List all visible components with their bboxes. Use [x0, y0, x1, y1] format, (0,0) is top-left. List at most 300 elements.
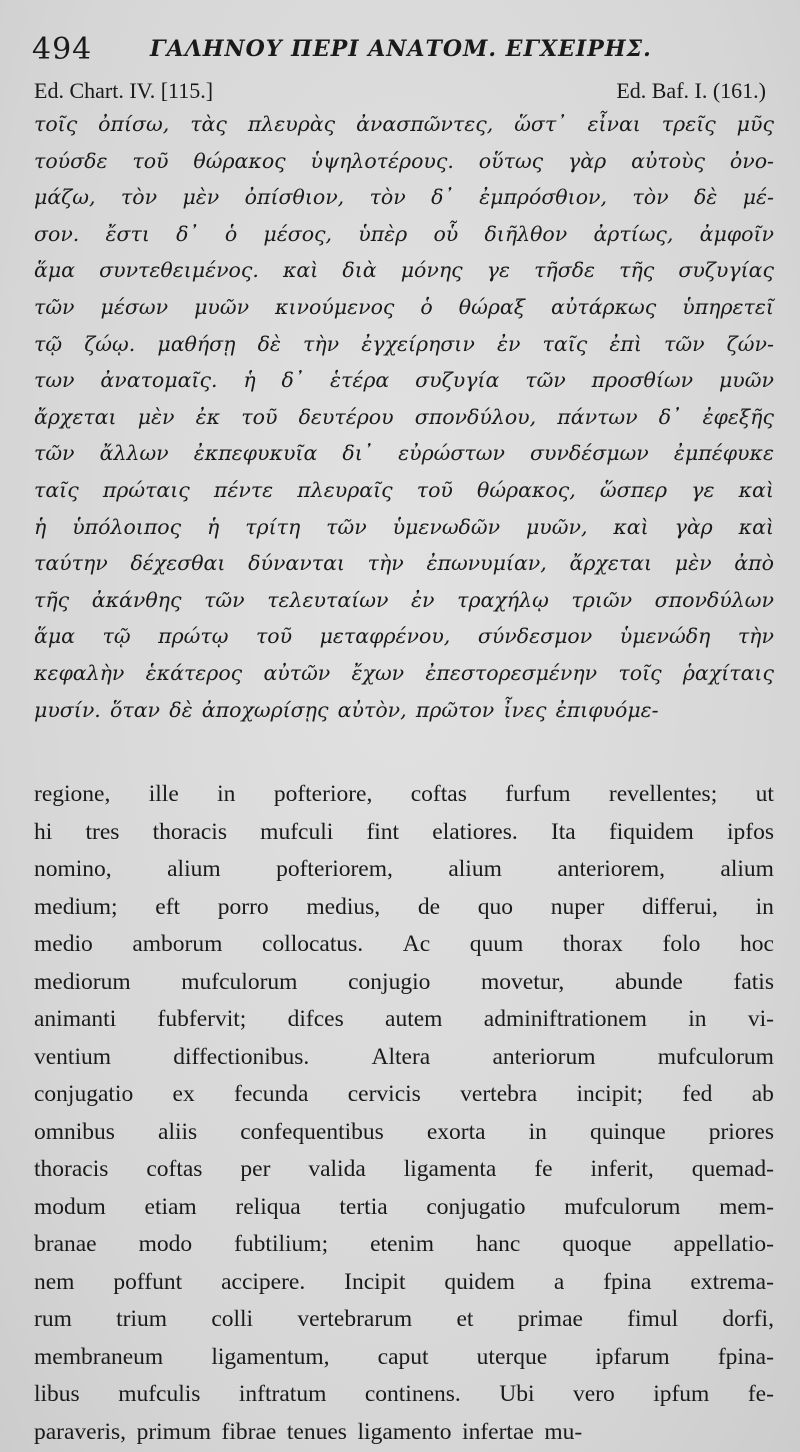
- word: diffectionibus.: [173, 1043, 310, 1070]
- word: fe: [534, 1156, 553, 1182]
- word: ὑμενώδη: [619, 624, 711, 649]
- word: ἀπὸ: [734, 551, 774, 576]
- word: ἀκάνθης: [91, 587, 182, 612]
- word: quinque: [589, 1118, 666, 1145]
- word: ἀρτίως,: [593, 221, 674, 246]
- word: per: [240, 1156, 271, 1182]
- word: ἡ: [243, 368, 256, 393]
- word: etenim: [370, 1231, 435, 1257]
- word: ἐκπεφυκυῖα: [193, 441, 318, 466]
- word: καὶ: [613, 514, 649, 539]
- word: autem: [385, 1006, 443, 1032]
- word: alium: [167, 856, 221, 882]
- word: καὶ: [738, 477, 774, 502]
- greek-text-line: [34, 143, 774, 180]
- word: πρῶτον: [415, 697, 495, 722]
- word: vero: [572, 1381, 615, 1407]
- word: elatiores.: [432, 818, 518, 845]
- latin-text-line: [34, 1189, 774, 1227]
- word: et: [456, 1306, 474, 1332]
- word: δευτέρου: [298, 404, 394, 429]
- greek-text-line: [34, 179, 774, 216]
- word: confequentibus: [240, 1118, 384, 1145]
- word: ὀπίσω,: [98, 112, 170, 136]
- word: anteriorum: [492, 1043, 596, 1070]
- word: μὲν: [674, 551, 712, 576]
- word: καὶ: [738, 514, 774, 539]
- word: συντεθειμένος.: [99, 258, 259, 283]
- word: ὑπὲρ: [358, 221, 408, 246]
- word: πλευραῖς: [297, 477, 393, 502]
- word: difces: [287, 1006, 344, 1032]
- word: αὐτῶν: [263, 660, 331, 685]
- word: ille: [148, 781, 179, 807]
- word: ipfos: [726, 818, 774, 845]
- word: amborum: [132, 931, 223, 957]
- word: τοῦ: [241, 404, 278, 429]
- greek-text-line: [34, 399, 774, 436]
- latin-text-line: [34, 1039, 774, 1077]
- word: modum: [34, 1193, 106, 1220]
- word: ῥαχίταις: [682, 660, 774, 685]
- latin-text-line: [34, 926, 774, 964]
- word: hi: [34, 818, 53, 845]
- word: ὅταν: [110, 697, 161, 722]
- word: continens.: [364, 1381, 461, 1407]
- word: τῶν: [525, 368, 566, 393]
- word: valida: [308, 1156, 366, 1182]
- word: ὥστ᾽: [514, 112, 567, 136]
- latin-text-line: [34, 1414, 774, 1452]
- word: quemad-: [691, 1156, 774, 1182]
- running-title: ΓΑΛΗΝΟΥ ΠΕΡΙ ΑΝΑΤΟΜ. ΕΓΧΕΙΡΗΣ.: [150, 36, 652, 62]
- word: abunde: [614, 968, 683, 995]
- word: ἔστι: [105, 221, 150, 246]
- word: folo: [662, 931, 701, 957]
- word: τὸν: [369, 185, 406, 210]
- word: ζώῳ.: [84, 331, 136, 356]
- word: ipfarum: [595, 1343, 670, 1370]
- word: τῆσδε: [534, 258, 596, 283]
- word: mem-: [719, 1193, 774, 1220]
- word: branae: [34, 1231, 97, 1257]
- word: τῷ: [102, 624, 131, 649]
- word: τὰς: [190, 112, 227, 136]
- word: ἐν: [411, 587, 435, 612]
- word: ex: [172, 1081, 195, 1107]
- word: coftas: [146, 1156, 203, 1182]
- word: reliqua: [235, 1193, 301, 1220]
- word: quidem: [444, 1268, 515, 1295]
- word: τοῦ: [132, 148, 169, 173]
- word: mufculis: [118, 1381, 201, 1407]
- word: fpina-: [717, 1343, 774, 1370]
- word: ὑπηρετεῖ: [682, 294, 774, 319]
- greek-text-line: [34, 435, 774, 472]
- word: in: [755, 893, 774, 920]
- word: in: [217, 781, 236, 807]
- word: collocatus.: [262, 931, 364, 957]
- word: ταῖς: [34, 477, 79, 502]
- word: ἶνες: [503, 697, 547, 722]
- word: ὑπόλοιπος: [72, 514, 182, 539]
- greek-text-block: [34, 106, 774, 728]
- word: τῶν: [326, 514, 367, 539]
- word: εὐρώστων: [398, 441, 505, 466]
- word: hanc: [475, 1231, 521, 1257]
- word: de: [417, 893, 441, 920]
- word: μέσος,: [263, 221, 333, 246]
- word: τῷ: [34, 331, 63, 356]
- word: dorfi,: [722, 1306, 774, 1332]
- word: Altera: [371, 1043, 431, 1070]
- word: θώραξ: [458, 294, 526, 319]
- word: hoc: [739, 931, 774, 957]
- latin-text-line: [34, 1339, 774, 1377]
- word: ἐμπρόσθιον,: [479, 185, 608, 210]
- greek-text-line: [34, 582, 774, 619]
- word: fubfervit;: [157, 1006, 247, 1032]
- word: μυῶν: [718, 368, 774, 393]
- word: differui,: [642, 893, 718, 920]
- word: διῆλθον: [484, 221, 568, 246]
- greek-text-line: [34, 472, 774, 509]
- word: cervicis: [347, 1081, 421, 1107]
- word: τελευταίων: [267, 587, 389, 612]
- word: ἑτέρα: [330, 368, 390, 393]
- word: δ᾽: [176, 221, 199, 246]
- word: τρίτη: [245, 514, 301, 539]
- word: πλευρὰς: [247, 112, 336, 136]
- latin-text-line: [34, 889, 774, 927]
- word: caput: [377, 1343, 429, 1370]
- word: conjugatio: [426, 1193, 526, 1220]
- word: in: [688, 1006, 707, 1032]
- word: infertae: [462, 1418, 534, 1445]
- word: τὴν: [367, 551, 404, 576]
- word: ζών-: [726, 331, 774, 356]
- word: τῶν: [204, 587, 245, 612]
- edition-reference-line: [34, 78, 766, 106]
- word: ὁ: [224, 221, 238, 246]
- word: pofteriorem,: [276, 856, 393, 882]
- word: τῶν: [664, 331, 705, 356]
- greek-text-line: [34, 509, 774, 546]
- edition-reference-basel: Ed. Baf. I. (161.): [616, 78, 766, 103]
- latin-text-line: [34, 1114, 774, 1152]
- word: προσθίων: [591, 368, 694, 393]
- word: mufculorum: [657, 1043, 774, 1070]
- word: τῆς: [34, 587, 70, 612]
- word: vertebra: [460, 1081, 538, 1107]
- word: μόνης: [400, 258, 463, 283]
- word: μὲν: [182, 185, 220, 210]
- word: τῆς: [619, 258, 655, 283]
- word: animanti: [34, 1006, 117, 1032]
- greek-text-line: [34, 655, 774, 692]
- word: eft: [155, 893, 181, 920]
- word: quum: [469, 931, 524, 957]
- word: mufculorum: [564, 1193, 681, 1220]
- word: μυῶν,: [525, 514, 588, 539]
- word: pofteriore,: [273, 781, 373, 807]
- word: a: [553, 1268, 565, 1295]
- greek-text-line: [34, 692, 774, 729]
- word: nem: [34, 1268, 75, 1295]
- word: accipere.: [221, 1268, 306, 1295]
- word: ἡ: [207, 514, 220, 539]
- word: ἀνατομαῖς.: [100, 368, 218, 393]
- word: καὶ: [282, 258, 319, 283]
- word: medium;: [34, 893, 118, 920]
- word: θώρακος: [193, 148, 286, 173]
- word: ab: [751, 1081, 774, 1107]
- word: mu-: [544, 1418, 583, 1445]
- word: quo: [477, 893, 514, 920]
- word: ἐκ: [195, 404, 221, 429]
- word: Ita: [550, 818, 576, 845]
- word: fibrae: [221, 1418, 277, 1445]
- word: membraneum: [34, 1343, 164, 1370]
- word: τοῦ: [416, 477, 453, 502]
- word: coftas: [410, 781, 467, 807]
- word: nuper: [550, 893, 605, 920]
- word: ἐγχείρησιν: [361, 331, 475, 356]
- word: ἀμφοῖν: [699, 221, 774, 246]
- word: ὀνο-: [729, 148, 774, 173]
- word: ἐπὶ: [609, 331, 642, 356]
- word: primum: [136, 1418, 211, 1445]
- word: ut: [755, 781, 774, 807]
- word: rum: [34, 1306, 72, 1332]
- word: μέ-: [742, 185, 774, 210]
- word: alium: [720, 856, 774, 882]
- word: modo: [138, 1231, 193, 1257]
- word: Ac: [402, 931, 431, 957]
- latin-text-line: [34, 851, 774, 889]
- page-number: 494: [32, 32, 93, 67]
- word: σύνδεσμον: [477, 624, 593, 649]
- word: appellatio-: [673, 1231, 774, 1257]
- word: δ᾽: [281, 368, 305, 393]
- word: μὲν: [137, 404, 175, 429]
- word: ἄρχεται: [34, 404, 117, 429]
- word: τοῦ: [255, 624, 293, 649]
- latin-text-line: [34, 1151, 774, 1189]
- latin-text-line: [34, 1301, 774, 1339]
- word: libus: [34, 1381, 80, 1407]
- word: regione,: [34, 781, 111, 807]
- word: uterque: [476, 1343, 548, 1370]
- word: ἐμπέφυκε: [673, 441, 774, 466]
- greek-text-line: [34, 106, 774, 143]
- word: των: [34, 368, 75, 393]
- page-header: [32, 30, 772, 66]
- word: etiam: [144, 1193, 197, 1220]
- word: σπονδύλου,: [414, 404, 537, 429]
- word: κεφαλὴν: [34, 660, 125, 685]
- word: medio: [34, 931, 93, 957]
- word: πάντων: [557, 404, 638, 429]
- word: αὐτὸν,: [337, 697, 407, 722]
- word: in: [528, 1118, 547, 1145]
- word: θώρακος,: [477, 477, 576, 502]
- word: τούσδε: [34, 148, 108, 173]
- word: οὗ: [433, 221, 459, 246]
- word: mediorum: [34, 968, 131, 995]
- word: ventium: [34, 1043, 112, 1070]
- word: trium: [116, 1306, 168, 1332]
- word: anteriorem,: [557, 856, 665, 882]
- word: τριῶν: [571, 587, 633, 612]
- word: τὴν: [737, 624, 774, 649]
- word: ἑκάτερος: [145, 660, 243, 685]
- word: quoque: [562, 1231, 632, 1257]
- word: γε: [486, 258, 510, 283]
- word: porro: [217, 893, 269, 920]
- latin-text-line: [34, 776, 774, 814]
- word: ἐφεξῆς: [702, 404, 774, 429]
- greek-text-line: [34, 216, 774, 253]
- word: ἄρχεται: [569, 551, 653, 576]
- word: ἔχων: [351, 660, 405, 685]
- word: τῶν: [34, 294, 75, 319]
- word: paraveris,: [34, 1418, 126, 1445]
- latin-text-line: [34, 1076, 774, 1114]
- latin-text-line: [34, 1376, 774, 1414]
- word: conjugio: [348, 968, 431, 995]
- greek-text-line: [34, 289, 774, 326]
- word: mufculi: [260, 818, 334, 845]
- word: alium: [448, 856, 502, 882]
- greek-text-line: [34, 326, 774, 363]
- word: omnibus: [34, 1118, 115, 1145]
- word: αὐτοὺς: [631, 148, 706, 173]
- word: thoracis: [152, 818, 227, 845]
- word: οὕτως: [478, 148, 544, 173]
- word: inftratum: [238, 1381, 327, 1407]
- latin-text-block: [34, 776, 774, 1451]
- word: τῶν: [34, 441, 75, 466]
- word: διὰ: [342, 258, 377, 283]
- word: συζυγίας: [678, 258, 774, 283]
- word: μυσίν.: [34, 697, 101, 722]
- word: πέντε: [213, 477, 274, 502]
- latin-text-line: [34, 1264, 774, 1302]
- word: colli: [211, 1306, 254, 1332]
- latin-text-line: [34, 1001, 774, 1039]
- word: κινούμενος: [275, 294, 395, 319]
- word: δὲ: [257, 331, 281, 356]
- word: ταύτην: [34, 551, 108, 576]
- word: fecunda: [234, 1081, 309, 1107]
- word: μάζω,: [34, 185, 96, 210]
- word: Incipit: [344, 1268, 406, 1295]
- word: ligamenta: [403, 1156, 497, 1182]
- word: δέχεσθαι: [130, 551, 226, 576]
- word: πρώτῳ: [158, 624, 229, 649]
- greek-text-line: [34, 545, 774, 582]
- word: fe-: [747, 1381, 774, 1407]
- word: primae: [517, 1306, 583, 1332]
- word: γε: [691, 477, 715, 502]
- word: τὸν: [632, 185, 669, 210]
- word: tenues: [286, 1418, 347, 1445]
- word: exorta: [426, 1118, 486, 1145]
- word: fpina: [603, 1268, 652, 1295]
- word: fed: [682, 1081, 713, 1107]
- latin-text-line: [34, 964, 774, 1002]
- word: aliis: [158, 1118, 198, 1145]
- word: ὁ: [420, 294, 433, 319]
- word: fiquidem: [608, 818, 694, 845]
- word: Ubi: [499, 1381, 535, 1407]
- word: ὑψηλοτέρους.: [310, 148, 454, 173]
- word: συνδέσμων: [530, 441, 649, 466]
- word: ἐν: [496, 331, 521, 356]
- word: ipfum: [653, 1381, 710, 1407]
- word: adminiftrationem: [483, 1006, 647, 1032]
- word: mufculorum: [181, 968, 298, 995]
- word: τοῖς: [618, 660, 662, 685]
- word: fimul: [627, 1306, 679, 1332]
- word: conjugatio: [34, 1081, 134, 1107]
- word: δ᾽: [431, 185, 454, 210]
- word: priores: [708, 1118, 774, 1145]
- greek-text-line: [34, 618, 774, 655]
- word: εἶναι: [587, 112, 641, 136]
- word: σον.: [34, 221, 80, 246]
- word: τραχήλῳ: [457, 587, 549, 612]
- word: μέσων: [100, 294, 169, 319]
- word: ἅμα: [34, 624, 76, 649]
- word: inferit,: [590, 1156, 654, 1182]
- word: πρώταις: [102, 477, 190, 502]
- word: τρεῖς: [661, 112, 716, 136]
- word: μαθήσῃ: [157, 331, 236, 356]
- word: συζυγία: [415, 368, 500, 393]
- word: δι᾽: [342, 441, 374, 466]
- latin-text-line: [34, 1226, 774, 1264]
- word: ἅμα: [34, 258, 76, 283]
- word: τὴν: [303, 331, 340, 356]
- edition-reference-chartier: Ed. Chart. IV. [115.]: [34, 78, 214, 103]
- word: movetur,: [481, 968, 565, 995]
- word: ligamento: [357, 1418, 452, 1445]
- word: τὸν: [120, 185, 158, 210]
- word: ἐπιφυόμε-: [555, 697, 659, 722]
- word: medius,: [306, 893, 381, 920]
- word: fint: [366, 818, 400, 845]
- word: thoracis: [34, 1156, 109, 1182]
- word: ἀνασπῶντες,: [356, 112, 494, 136]
- word: δὲ: [169, 697, 193, 722]
- word: ὑμενωδῶν: [392, 514, 501, 539]
- word: thorax: [562, 931, 623, 957]
- word: ἐπεστορεσμένην: [425, 660, 598, 685]
- greek-text-line: [34, 252, 774, 289]
- word: μεταφρένου,: [319, 624, 451, 649]
- word: τοῖς: [34, 112, 78, 136]
- word: ταῖς: [542, 331, 588, 356]
- word: fatis: [733, 968, 774, 995]
- word: μυῶν: [194, 294, 250, 319]
- word: tertia: [339, 1193, 388, 1220]
- word: ἀποχωρίσῃς: [201, 697, 329, 722]
- word: αὐτάρκως: [551, 294, 657, 319]
- word: revellentes;: [608, 781, 718, 807]
- word: γὰρ: [568, 148, 607, 173]
